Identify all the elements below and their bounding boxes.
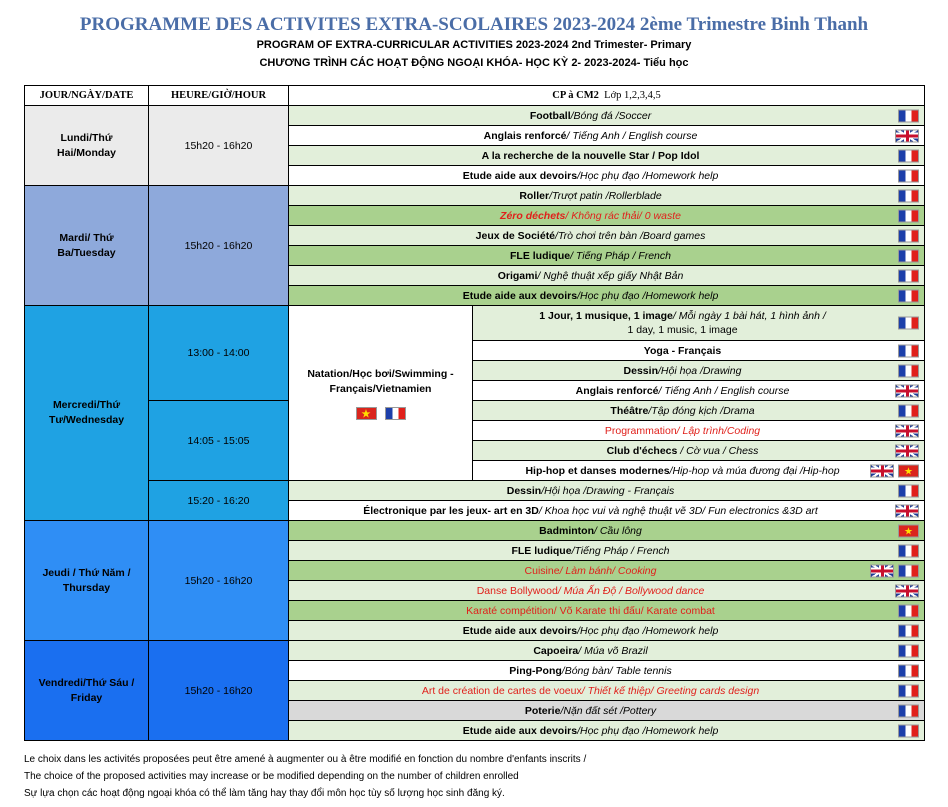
activity-cell: Etude aide aux devoirs/Học phụ đạo /Homework help (289, 166, 925, 186)
flag-france-icon (898, 664, 919, 677)
table-row (25, 106, 925, 126)
activity-cell: FLE ludique/Tiếng Pháp / French (289, 541, 925, 561)
header-day: JOUR/NGÀY/DATE (25, 86, 149, 106)
activity-cell: Zéro déchets/ Không rác thải/ 0 waste (289, 206, 925, 226)
flag-france-icon (385, 407, 406, 420)
flag-france-icon (898, 484, 919, 497)
flag-france-icon (898, 724, 919, 737)
hour-friday: 15h20 - 16h20 (149, 641, 289, 741)
activity-cell: Capoeira/ Múa võ Brazil (289, 641, 925, 661)
subtitle-english: PROGRAM OF EXTRA-CURRICULAR ACTIVITIES 2023-2024 2nd Trimester- Primary (256, 39, 692, 51)
flag-uk-icon (870, 564, 894, 577)
day-monday: Lundi/Thứ Hai/Monday (25, 106, 149, 186)
flag-france-icon (898, 249, 919, 262)
activity-cell: Anglais renforcé/ Tiếng Anh / English course (289, 126, 925, 146)
footer-note-french: Le choix dans les activités proposées peut être amené à augmenter ou à être modifié en fonction du nombre d'enfants inscrits / (24, 754, 587, 765)
activity-cell: Badminton/ Cầu lông ★ (289, 521, 925, 541)
activity-cell: Etude aide aux devoirs/Học phụ đạo /Homework help (289, 621, 925, 641)
activity-cell: Ping-Pong/Bóng bàn/ Table tennis (289, 661, 925, 681)
flag-france-icon (898, 269, 919, 282)
table-row (25, 186, 925, 206)
flag-vietnam-icon: ★ (356, 407, 377, 420)
hour-tuesday: 15h20 - 16h20 (149, 186, 289, 306)
flag-france-icon (898, 289, 919, 302)
day-friday: Vendredi/Thứ Sáu / Friday (25, 641, 149, 741)
flag-france-icon (898, 317, 919, 330)
table-row (25, 521, 925, 541)
flag-uk-icon (895, 444, 919, 457)
activity-cell: Etude aide aux devoirs/Học phụ đạo /Homework help (289, 286, 925, 306)
activity-cell: Art de création de cartes de voeux/ Thiết kế thiệp/ Greeting cards design (289, 681, 925, 701)
day-thursday: Jeudi / Thứ Năm / Thursday (25, 521, 149, 641)
subtitle-vietnamese: CHƯƠNG TRÌNH CÁC HOẠT ĐỘNG NGOẠI KHÓA- HỌC KỲ 2- 2023-2024- Tiểu học (259, 57, 689, 69)
activity-cell: Anglais renforcé/ Tiếng Anh / English course (473, 381, 925, 401)
hour-wednesday-2: 14:05 - 15:05 (149, 401, 289, 481)
flag-france-icon (898, 209, 919, 222)
day-wednesday: Mercredi/Thứ Tư/Wednesday (25, 306, 149, 521)
flag-vietnam-icon: ★ (898, 464, 919, 477)
flag-france-icon (898, 344, 919, 357)
flag-uk-icon (895, 504, 919, 517)
activity-cell: Danse Bollywood/ Múa Ấn Độ / Bollywood dance (289, 581, 925, 601)
table-row (25, 481, 925, 501)
activity-cell: Football/Bóng đá /Soccer (289, 106, 925, 126)
flag-france-icon (898, 149, 919, 162)
hour-wednesday-1: 13:00 - 14:00 (149, 306, 289, 401)
swimming-cell: Natation/Học bơi/Swimming - Français/Vietnamien ★ (289, 306, 473, 481)
day-tuesday: Mardi/ Thứ Ba/Tuesday (25, 186, 149, 306)
flag-uk-icon (895, 584, 919, 597)
header-level: CP à CM2 Lớp 1,2,3,4,5 (289, 86, 925, 106)
activity-cell: 1 Jour, 1 musique, 1 image/ Mỗi ngày 1 bài hát, 1 hình ảnh / 1 day, 1 music, 1 image (473, 306, 925, 341)
activity-cell: FLE ludique/ Tiếng Pháp / French (289, 246, 925, 266)
activity-cell: A la recherche de la nouvelle Star / Pop Idol (289, 146, 925, 166)
hour-monday: 15h20 - 16h20 (149, 106, 289, 186)
flag-uk-icon (895, 129, 919, 142)
activity-cell: Programmation/ Lập trình/Coding (473, 421, 925, 441)
flag-france-icon (898, 189, 919, 202)
activity-cell: Dessin/Hội họa /Drawing - Français (289, 481, 925, 501)
activity-cell: Théâtre/Tập đóng kịch /Drama (473, 401, 925, 421)
activity-cell: Etude aide aux devoirs/Học phụ đạo /Homework help (289, 721, 925, 741)
activity-cell: Hip-hop et danses modernes/Hip-hop và múa đương đại /Hip-hop ★ (473, 461, 925, 481)
header-hour: HEURE/GIỜ/HOUR (149, 86, 289, 106)
flag-france-icon (898, 644, 919, 657)
flag-france-icon (898, 404, 919, 417)
hour-wednesday-3: 15:20 - 16:20 (149, 481, 289, 521)
flag-france-icon (898, 684, 919, 697)
flag-vietnam-icon: ★ (898, 524, 919, 537)
hour-thursday: 15h20 - 16h20 (149, 521, 289, 641)
footer-note-vietnamese: Sự lựa chọn các hoạt động ngoại khóa có thể làm tăng hay thay đổi môn học tùy số lượng học sinh đăng ký. (24, 788, 505, 799)
activity-cell: Club d'échecs / Cờ vua / Chess (473, 441, 925, 461)
activity-cell: Jeux de Société/Trò chơi trên bàn /Board games (289, 226, 925, 246)
flag-uk-icon (870, 464, 894, 477)
flag-france-icon (898, 564, 919, 577)
footer-note-english: The choice of the proposed activities may increase or be modified depending on the number of children enrolled (24, 771, 519, 782)
table-row (25, 306, 925, 341)
flag-france-icon (898, 544, 919, 557)
activity-cell: Yoga - Français (473, 341, 925, 361)
activity-cell: Poterie/Nặn đất sét /Pottery (289, 701, 925, 721)
activity-cell: Dessin/Hội họa /Drawing (473, 361, 925, 381)
flag-uk-icon (895, 384, 919, 397)
table-header-row (25, 86, 925, 106)
activity-cell: Karaté compétition/ Võ Karate thi đấu/ Karate combat (289, 601, 925, 621)
flag-france-icon (898, 229, 919, 242)
table-row (25, 401, 925, 421)
flag-france-icon (898, 604, 919, 617)
flag-france-icon (898, 624, 919, 637)
activity-cell: Électronique par les jeux- art en 3D/ Khoa học vui và nghệ thuật vẽ 3D/ Fun electronics &3D art (289, 501, 925, 521)
activity-cell: Cuisine/ Làm bánh/ Cooking (289, 561, 925, 581)
flag-france-icon (898, 169, 919, 182)
table-row (25, 641, 925, 661)
flag-france-icon (898, 364, 919, 377)
flag-uk-icon (895, 424, 919, 437)
activity-cell: Origami/ Nghệ thuật xếp giấy Nhật Bản (289, 266, 925, 286)
flag-france-icon (898, 109, 919, 122)
page-title: PROGRAMME DES ACTIVITES EXTRA-SCOLAIRES 2023-2024 2ème Trimestre Binh Thanh (79, 14, 869, 35)
schedule-table (24, 85, 925, 741)
flag-france-icon (898, 704, 919, 717)
activity-cell: Roller/Trượt patin /Rollerblade (289, 186, 925, 206)
